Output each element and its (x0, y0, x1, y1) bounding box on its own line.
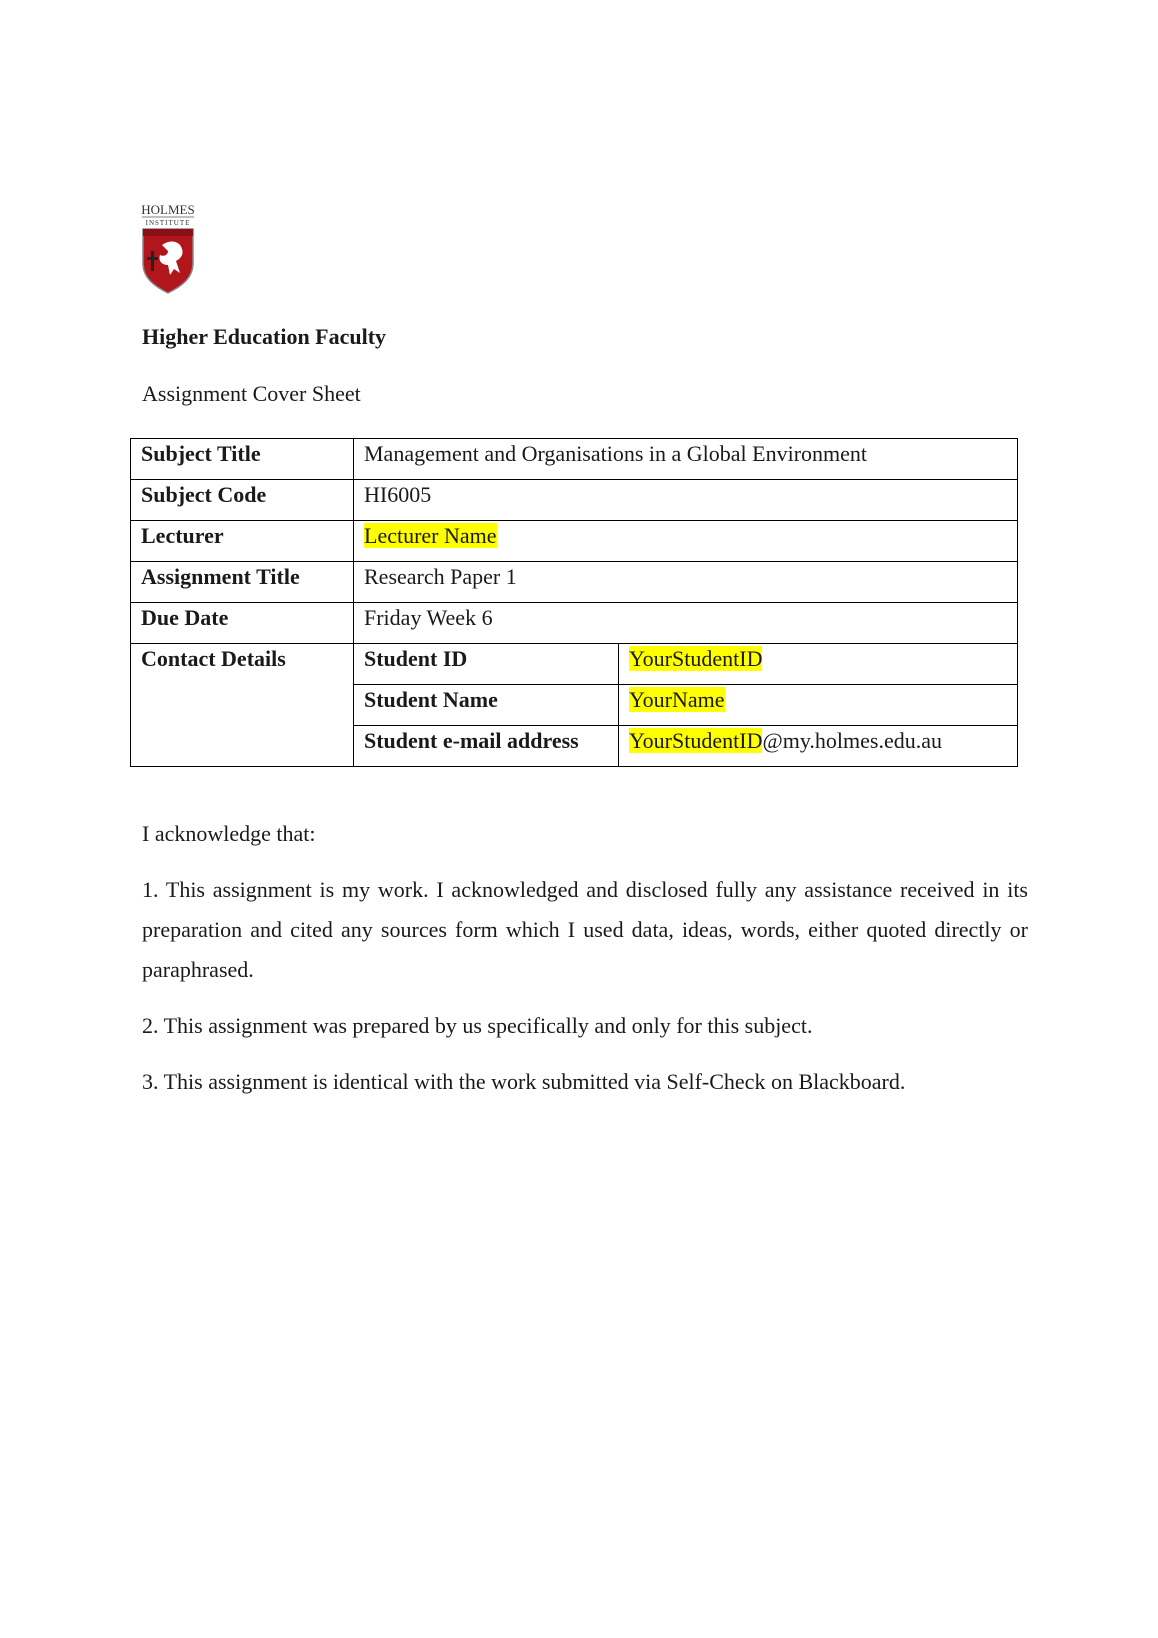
assignment-title-value: Research Paper 1 (354, 562, 1018, 603)
cover-table (130, 438, 1018, 767)
table-row (131, 521, 1018, 562)
acknowledge-item-2: 2. This assignment was prepared by us specifically and only for this subject. (142, 1013, 813, 1038)
logo-subtitle: INSTITUTE (145, 219, 191, 227)
email-user: YourStudentID (629, 728, 763, 753)
table-row (131, 439, 1018, 480)
student-id-value: YourStudentID (629, 646, 763, 671)
acknowledge-item-1: 1. This assignment is my work. I acknowledged and disclosed fully any assistance received in its preparation and cited any sources form which I used data, ideas, words, either quoted directly or paraphrased. (142, 877, 1028, 982)
subject-code-value: HI6005 (354, 480, 1018, 521)
email-label: Student e-mail address (354, 726, 619, 767)
faculty-heading: Higher Education Faculty (142, 324, 387, 349)
student-id-label: Student ID (354, 644, 619, 685)
due-date-label: Due Date (131, 603, 354, 644)
email-domain: @my.holmes.edu.au (762, 728, 942, 753)
subject-title-value: Management and Organisations in a Global Environment (354, 439, 1018, 480)
lecturer-label: Lecturer (131, 521, 354, 562)
acknowledge-intro: I acknowledge that: (142, 821, 316, 846)
subject-code-label: Subject Code (131, 480, 354, 521)
contact-details-label: Contact Details (131, 644, 354, 767)
student-name-value: YourName (629, 687, 725, 712)
acknowledge-item-3: 3. This assignment is identical with the work submitted via Self-Check on Blackboard. (142, 1069, 906, 1094)
table-row (131, 644, 1018, 685)
cover-sheet-title: Assignment Cover Sheet (142, 381, 361, 406)
table-row (131, 480, 1018, 521)
table-row (131, 603, 1018, 644)
subject-title-label: Subject Title (131, 439, 354, 480)
due-date-value: Friday Week 6 (354, 603, 1018, 644)
table-row (131, 562, 1018, 603)
assignment-title-label: Assignment Title (131, 562, 354, 603)
lecturer-value: Lecturer Name (364, 523, 497, 548)
logo-name: HOLMES (141, 202, 195, 217)
student-name-label: Student Name (354, 685, 619, 726)
holmes-logo (140, 201, 196, 297)
